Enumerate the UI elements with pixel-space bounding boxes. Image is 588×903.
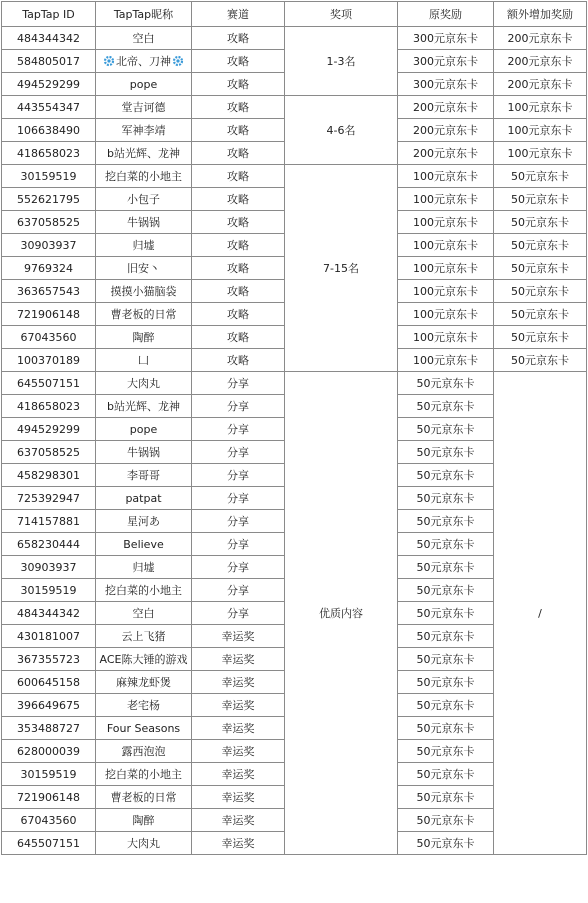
cell-award: 1-3名 (285, 27, 398, 96)
cell-track: 分享 (192, 579, 285, 602)
cell-original-reward: 50元京东卡 (398, 809, 494, 832)
cell-original-reward: 50元京东卡 (398, 441, 494, 464)
cell-award: 7-15名 (285, 165, 398, 372)
cell-nickname: 麻辣龙虾煲 (96, 671, 192, 694)
cell-original-reward: 100元京东卡 (398, 165, 494, 188)
cell-original-reward: 100元京东卡 (398, 326, 494, 349)
cell-original-reward: 50元京东卡 (398, 418, 494, 441)
cell-original-reward: 50元京东卡 (398, 786, 494, 809)
cell-original-reward: 50元京东卡 (398, 464, 494, 487)
cell-nickname: 大肉丸 (96, 832, 192, 855)
header-taptap-id: TapTap ID (2, 2, 96, 27)
cell-taptap-id: 418658023 (2, 395, 96, 418)
header-nickname: TapTap昵称 (96, 2, 192, 27)
cell-nickname: Believe (96, 533, 192, 556)
cell-nickname: Four Seasons (96, 717, 192, 740)
cell-nickname: 挖白菜的小地主 (96, 579, 192, 602)
cell-taptap-id: 628000039 (2, 740, 96, 763)
cell-taptap-id: 30159519 (2, 165, 96, 188)
cell-track: 幸运奖 (192, 671, 285, 694)
cell-taptap-id: 658230444 (2, 533, 96, 556)
cell-track: 攻略 (192, 119, 285, 142)
cell-taptap-id: 637058525 (2, 211, 96, 234)
nickname-text: 北帝、刀神 (116, 55, 171, 68)
cell-taptap-id: 721906148 (2, 786, 96, 809)
cell-taptap-id: 418658023 (2, 142, 96, 165)
cell-nickname: 挖白菜的小地主 (96, 763, 192, 786)
cell-taptap-id: 443554347 (2, 96, 96, 119)
cell-extra-reward: 200元京东卡 (494, 73, 587, 96)
cell-track: 攻略 (192, 326, 285, 349)
cell-track: 攻略 (192, 142, 285, 165)
cell-track: 分享 (192, 602, 285, 625)
cell-extra-reward: 50元京东卡 (494, 349, 587, 372)
cell-nickname: ACE陈大锤的游戏 (96, 648, 192, 671)
cell-taptap-id: 721906148 (2, 303, 96, 326)
cell-original-reward: 50元京东卡 (398, 510, 494, 533)
cell-track: 攻略 (192, 27, 285, 50)
cell-nickname: 牛锅锅 (96, 211, 192, 234)
cell-taptap-id: 725392947 (2, 487, 96, 510)
cell-original-reward: 100元京东卡 (398, 234, 494, 257)
cell-taptap-id: 458298301 (2, 464, 96, 487)
cell-nickname: 牛锅锅 (96, 441, 192, 464)
cell-nickname: 归墟 (96, 556, 192, 579)
table-row (2, 372, 587, 395)
header-award: 奖项 (285, 2, 398, 27)
cell-nickname: 星河あ (96, 510, 192, 533)
cell-nickname: 归墟 (96, 234, 192, 257)
cell-nickname: 曹老板的日常 (96, 303, 192, 326)
cell-track: 幸运奖 (192, 832, 285, 855)
cell-track: 幸运奖 (192, 717, 285, 740)
cell-nickname: 露西泡泡 (96, 740, 192, 763)
cell-taptap-id: 600645158 (2, 671, 96, 694)
header-extra-reward: 额外增加奖励 (494, 2, 587, 27)
cell-taptap-id: 9769324 (2, 257, 96, 280)
cell-track: 分享 (192, 418, 285, 441)
cell-nickname: 旧安丶 (96, 257, 192, 280)
cell-original-reward: 100元京东卡 (398, 349, 494, 372)
cell-nickname: b站光辉、龙神 (96, 142, 192, 165)
cell-track: 攻略 (192, 50, 285, 73)
cell-nickname: 堂吉诃德 (96, 96, 192, 119)
cell-track: 攻略 (192, 165, 285, 188)
cell-extra-reward: 200元京东卡 (494, 27, 587, 50)
cell-nickname: pope (96, 418, 192, 441)
table-body (2, 27, 587, 855)
cell-original-reward: 50元京东卡 (398, 671, 494, 694)
cell-taptap-id: 367355723 (2, 648, 96, 671)
cell-original-reward: 50元京东卡 (398, 625, 494, 648)
cell-nickname: 空白 (96, 27, 192, 50)
cell-track: 分享 (192, 487, 285, 510)
cell-track: 幸运奖 (192, 625, 285, 648)
cell-original-reward: 50元京东卡 (398, 717, 494, 740)
cell-award: 优质内容 (285, 372, 398, 855)
cell-track: 幸运奖 (192, 694, 285, 717)
cell-original-reward: 50元京东卡 (398, 602, 494, 625)
cell-original-reward: 300元京东卡 (398, 50, 494, 73)
cell-taptap-id: 552621795 (2, 188, 96, 211)
cell-taptap-id: 100370189 (2, 349, 96, 372)
cell-taptap-id: 30903937 (2, 556, 96, 579)
cell-track: 幸运奖 (192, 648, 285, 671)
cell-original-reward: 100元京东卡 (398, 257, 494, 280)
cell-taptap-id: 645507151 (2, 832, 96, 855)
cell-taptap-id: 637058525 (2, 441, 96, 464)
cell-taptap-id: 396649675 (2, 694, 96, 717)
header-row (2, 2, 587, 27)
table-row (2, 165, 587, 188)
cell-extra-reward: 100元京东卡 (494, 142, 587, 165)
cell-taptap-id: 645507151 (2, 372, 96, 395)
cell-award: 4-6名 (285, 96, 398, 165)
cell-original-reward: 50元京东卡 (398, 556, 494, 579)
cell-original-reward: 100元京东卡 (398, 303, 494, 326)
cell-track: 幸运奖 (192, 809, 285, 832)
cell-taptap-id: 353488727 (2, 717, 96, 740)
cell-track: 幸运奖 (192, 786, 285, 809)
cell-extra-reward: / (494, 372, 587, 855)
cell-nickname: 云上飞猪 (96, 625, 192, 648)
cell-original-reward: 100元京东卡 (398, 188, 494, 211)
cell-extra-reward: 50元京东卡 (494, 303, 587, 326)
cell-track: 分享 (192, 441, 285, 464)
cell-taptap-id: 30159519 (2, 763, 96, 786)
cell-track: 分享 (192, 510, 285, 533)
cell-nickname: 军神李靖 (96, 119, 192, 142)
table-row (2, 96, 587, 119)
cell-original-reward: 200元京东卡 (398, 142, 494, 165)
cell-original-reward: 50元京东卡 (398, 740, 494, 763)
table-row (2, 27, 587, 50)
cell-track: 分享 (192, 556, 285, 579)
cell-track: 分享 (192, 464, 285, 487)
cell-nickname: 挖白菜的小地主 (96, 165, 192, 188)
cell-extra-reward: 100元京东卡 (494, 96, 587, 119)
cell-track: 攻略 (192, 349, 285, 372)
cell-track: 攻略 (192, 257, 285, 280)
cell-taptap-id: 30903937 (2, 234, 96, 257)
cell-nickname: 空白 (96, 602, 192, 625)
cell-taptap-id: 430181007 (2, 625, 96, 648)
cell-taptap-id: 106638490 (2, 119, 96, 142)
cell-track: 攻略 (192, 234, 285, 257)
cell-extra-reward: 50元京东卡 (494, 188, 587, 211)
cell-extra-reward: 50元京东卡 (494, 234, 587, 257)
gear-icon (102, 55, 116, 68)
cell-taptap-id: 363657543 (2, 280, 96, 303)
cell-original-reward: 50元京东卡 (398, 533, 494, 556)
cell-original-reward: 50元京东卡 (398, 694, 494, 717)
cell-nickname: 陶醉 (96, 809, 192, 832)
cell-original-reward: 50元京东卡 (398, 372, 494, 395)
cell-extra-reward: 100元京东卡 (494, 119, 587, 142)
awards-table (1, 1, 587, 855)
cell-original-reward: 200元京东卡 (398, 96, 494, 119)
cell-nickname: 老宅杨 (96, 694, 192, 717)
cell-original-reward: 200元京东卡 (398, 119, 494, 142)
cell-nickname: 陶醉 (96, 326, 192, 349)
cell-track: 幸运奖 (192, 740, 285, 763)
cell-track: 攻略 (192, 211, 285, 234)
cell-nickname: patpat (96, 487, 192, 510)
cell-track: 攻略 (192, 73, 285, 96)
cell-track: 攻略 (192, 188, 285, 211)
cell-taptap-id: 494529299 (2, 418, 96, 441)
cell-track: 分享 (192, 395, 285, 418)
cell-track: 分享 (192, 533, 285, 556)
cell-extra-reward: 50元京东卡 (494, 165, 587, 188)
gear-icon (171, 55, 185, 68)
cell-original-reward: 100元京东卡 (398, 280, 494, 303)
cell-original-reward: 50元京东卡 (398, 832, 494, 855)
cell-extra-reward: 50元京东卡 (494, 326, 587, 349)
cell-taptap-id: 714157881 (2, 510, 96, 533)
cell-original-reward: 300元京东卡 (398, 73, 494, 96)
cell-taptap-id: 67043560 (2, 809, 96, 832)
cell-extra-reward: 200元京东卡 (494, 50, 587, 73)
cell-original-reward: 300元京东卡 (398, 27, 494, 50)
header-original-reward: 原奖励 (398, 2, 494, 27)
cell-track: 攻略 (192, 303, 285, 326)
cell-taptap-id: 484344342 (2, 27, 96, 50)
cell-track: 攻略 (192, 280, 285, 303)
cell-taptap-id: 494529299 (2, 73, 96, 96)
cell-extra-reward: 50元京东卡 (494, 280, 587, 303)
cell-original-reward: 50元京东卡 (398, 395, 494, 418)
cell-original-reward: 50元京东卡 (398, 648, 494, 671)
cell-extra-reward: 50元京东卡 (494, 257, 587, 280)
cell-nickname: b站光辉、龙神 (96, 395, 192, 418)
cell-nickname (96, 50, 192, 73)
cell-nickname: 曹老板的日常 (96, 786, 192, 809)
cell-original-reward: 50元京东卡 (398, 487, 494, 510)
cell-nickname: 凵 (96, 349, 192, 372)
cell-original-reward: 50元京东卡 (398, 763, 494, 786)
cell-track: 攻略 (192, 96, 285, 119)
cell-original-reward: 100元京东卡 (398, 211, 494, 234)
cell-nickname: 摸摸小猫脑袋 (96, 280, 192, 303)
cell-taptap-id: 30159519 (2, 579, 96, 602)
cell-original-reward: 50元京东卡 (398, 579, 494, 602)
cell-taptap-id: 484344342 (2, 602, 96, 625)
cell-nickname: 小包子 (96, 188, 192, 211)
header-track: 赛道 (192, 2, 285, 27)
cell-nickname: pope (96, 73, 192, 96)
cell-track: 幸运奖 (192, 763, 285, 786)
cell-nickname: 大肉丸 (96, 372, 192, 395)
cell-nickname: 李哥哥 (96, 464, 192, 487)
cell-extra-reward: 50元京东卡 (494, 211, 587, 234)
cell-track: 分享 (192, 372, 285, 395)
cell-taptap-id: 67043560 (2, 326, 96, 349)
cell-taptap-id: 584805017 (2, 50, 96, 73)
